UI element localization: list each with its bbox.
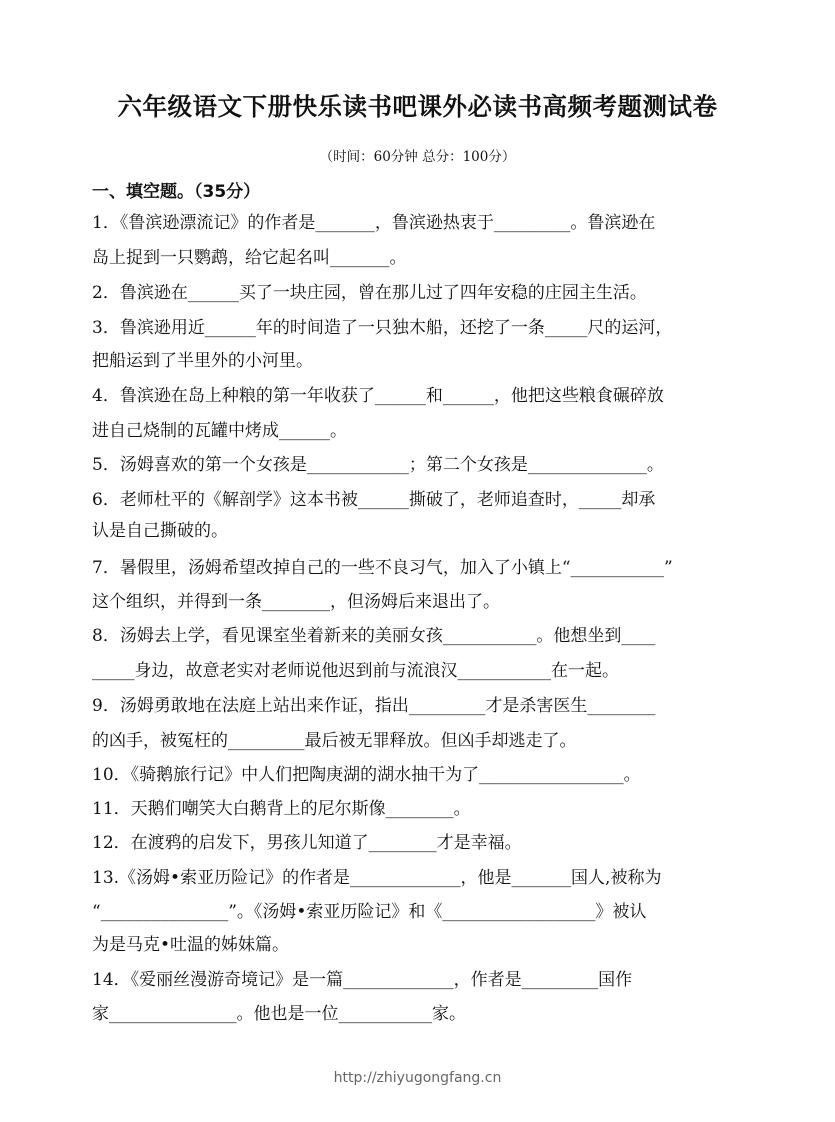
question-line: _____身边，故意老实对老师说他迟到前与流浪汉___________在一起。 — [92, 661, 619, 681]
question-line: 6．老师杜平的《解剖学》这本书被______撕破了，老师追查时，_____却承 — [92, 490, 656, 510]
question-line: 1．《鲁滨逊漂流记》的作者是_______，鲁滨逊热衷于_________。鲁滨逊在 — [92, 213, 656, 233]
question-line: 9．汤姆勇敢地在法庭上站出来作证，指出_________才是杀害医生________ — [92, 696, 656, 716]
exam-info: （时间：60分钟 总分：100分） — [319, 149, 516, 165]
question-line: 认是自己撕破的。 — [92, 521, 228, 541]
question-line: 2．鲁滨逊在______买了一块庄园，曾在那儿过了四年安稳的庄园主生活。 — [92, 283, 647, 303]
question-line: 为是马克•吐温的姊妹篇。 — [92, 935, 290, 955]
question-line: 5．汤姆喜欢的第一个女孩是____________；第二个女孩是______________。 — [92, 455, 664, 475]
question-line: 3．鲁滨逊用近______年的时间造了一只独木船，还挖了一条_____尺的运河， — [92, 318, 673, 338]
section-heading: 一、填空题。（35分） — [92, 182, 261, 202]
question-line: 10．《骑鹅旅行记》中人们把陶庚湖的湖水抽干为了_________________。 — [92, 765, 641, 785]
question-line: 把船运到了半里外的小河里。 — [92, 351, 313, 371]
question-line: 4．鲁滨逊在岛上种粮的第一年收获了______和______，他把这些粮食碾碎放 — [92, 386, 664, 406]
question-line: 进自己烧制的瓦罐中烤成______。 — [92, 421, 347, 441]
question-line: 7．暑假里，汤姆希望改掉自己的一些不良习气，加入了小镇上“___________” — [92, 558, 673, 578]
question-line: “_______________”。《汤姆•索亚历险记》和《__________________》被认 — [92, 902, 647, 922]
question-line: 岛上捉到一只鹦鹉，给它起名叫_______。 — [92, 248, 407, 268]
question-line: 11．天鹅们嘲笑大白鹅背上的尼尔斯像________。 — [92, 799, 471, 819]
question-line: 的凶手，被冤枉的_________最后被无罪释放。但凶手却逃走了。 — [92, 731, 577, 751]
question-line: 这个组织，并得到一条________，但汤姆后来退出了。 — [92, 592, 500, 612]
page-title: 六年级语文下册快乐读书吧课外必读书高频考题测试卷 — [117, 92, 718, 121]
footer-url: http://zhiyugongfang.cn — [333, 1070, 502, 1086]
question-line: 12．在渡鸦的启发下，男孩儿知道了________才是幸福。 — [92, 833, 522, 853]
question-line: 13.《汤姆•索亚历险记》的作者是_____________，他是_______国人,被称为 — [92, 868, 662, 888]
question-line: 8．汤姆去上学，看见课室坐着新来的美丽女孩___________。他想坐到____ — [92, 626, 656, 646]
question-line: 14．《爱丽丝漫游奇境记》是一篇_____________，作者是_________国作 — [92, 970, 633, 990]
question-line: 家_______________。他也是一位___________家。 — [92, 1004, 466, 1024]
